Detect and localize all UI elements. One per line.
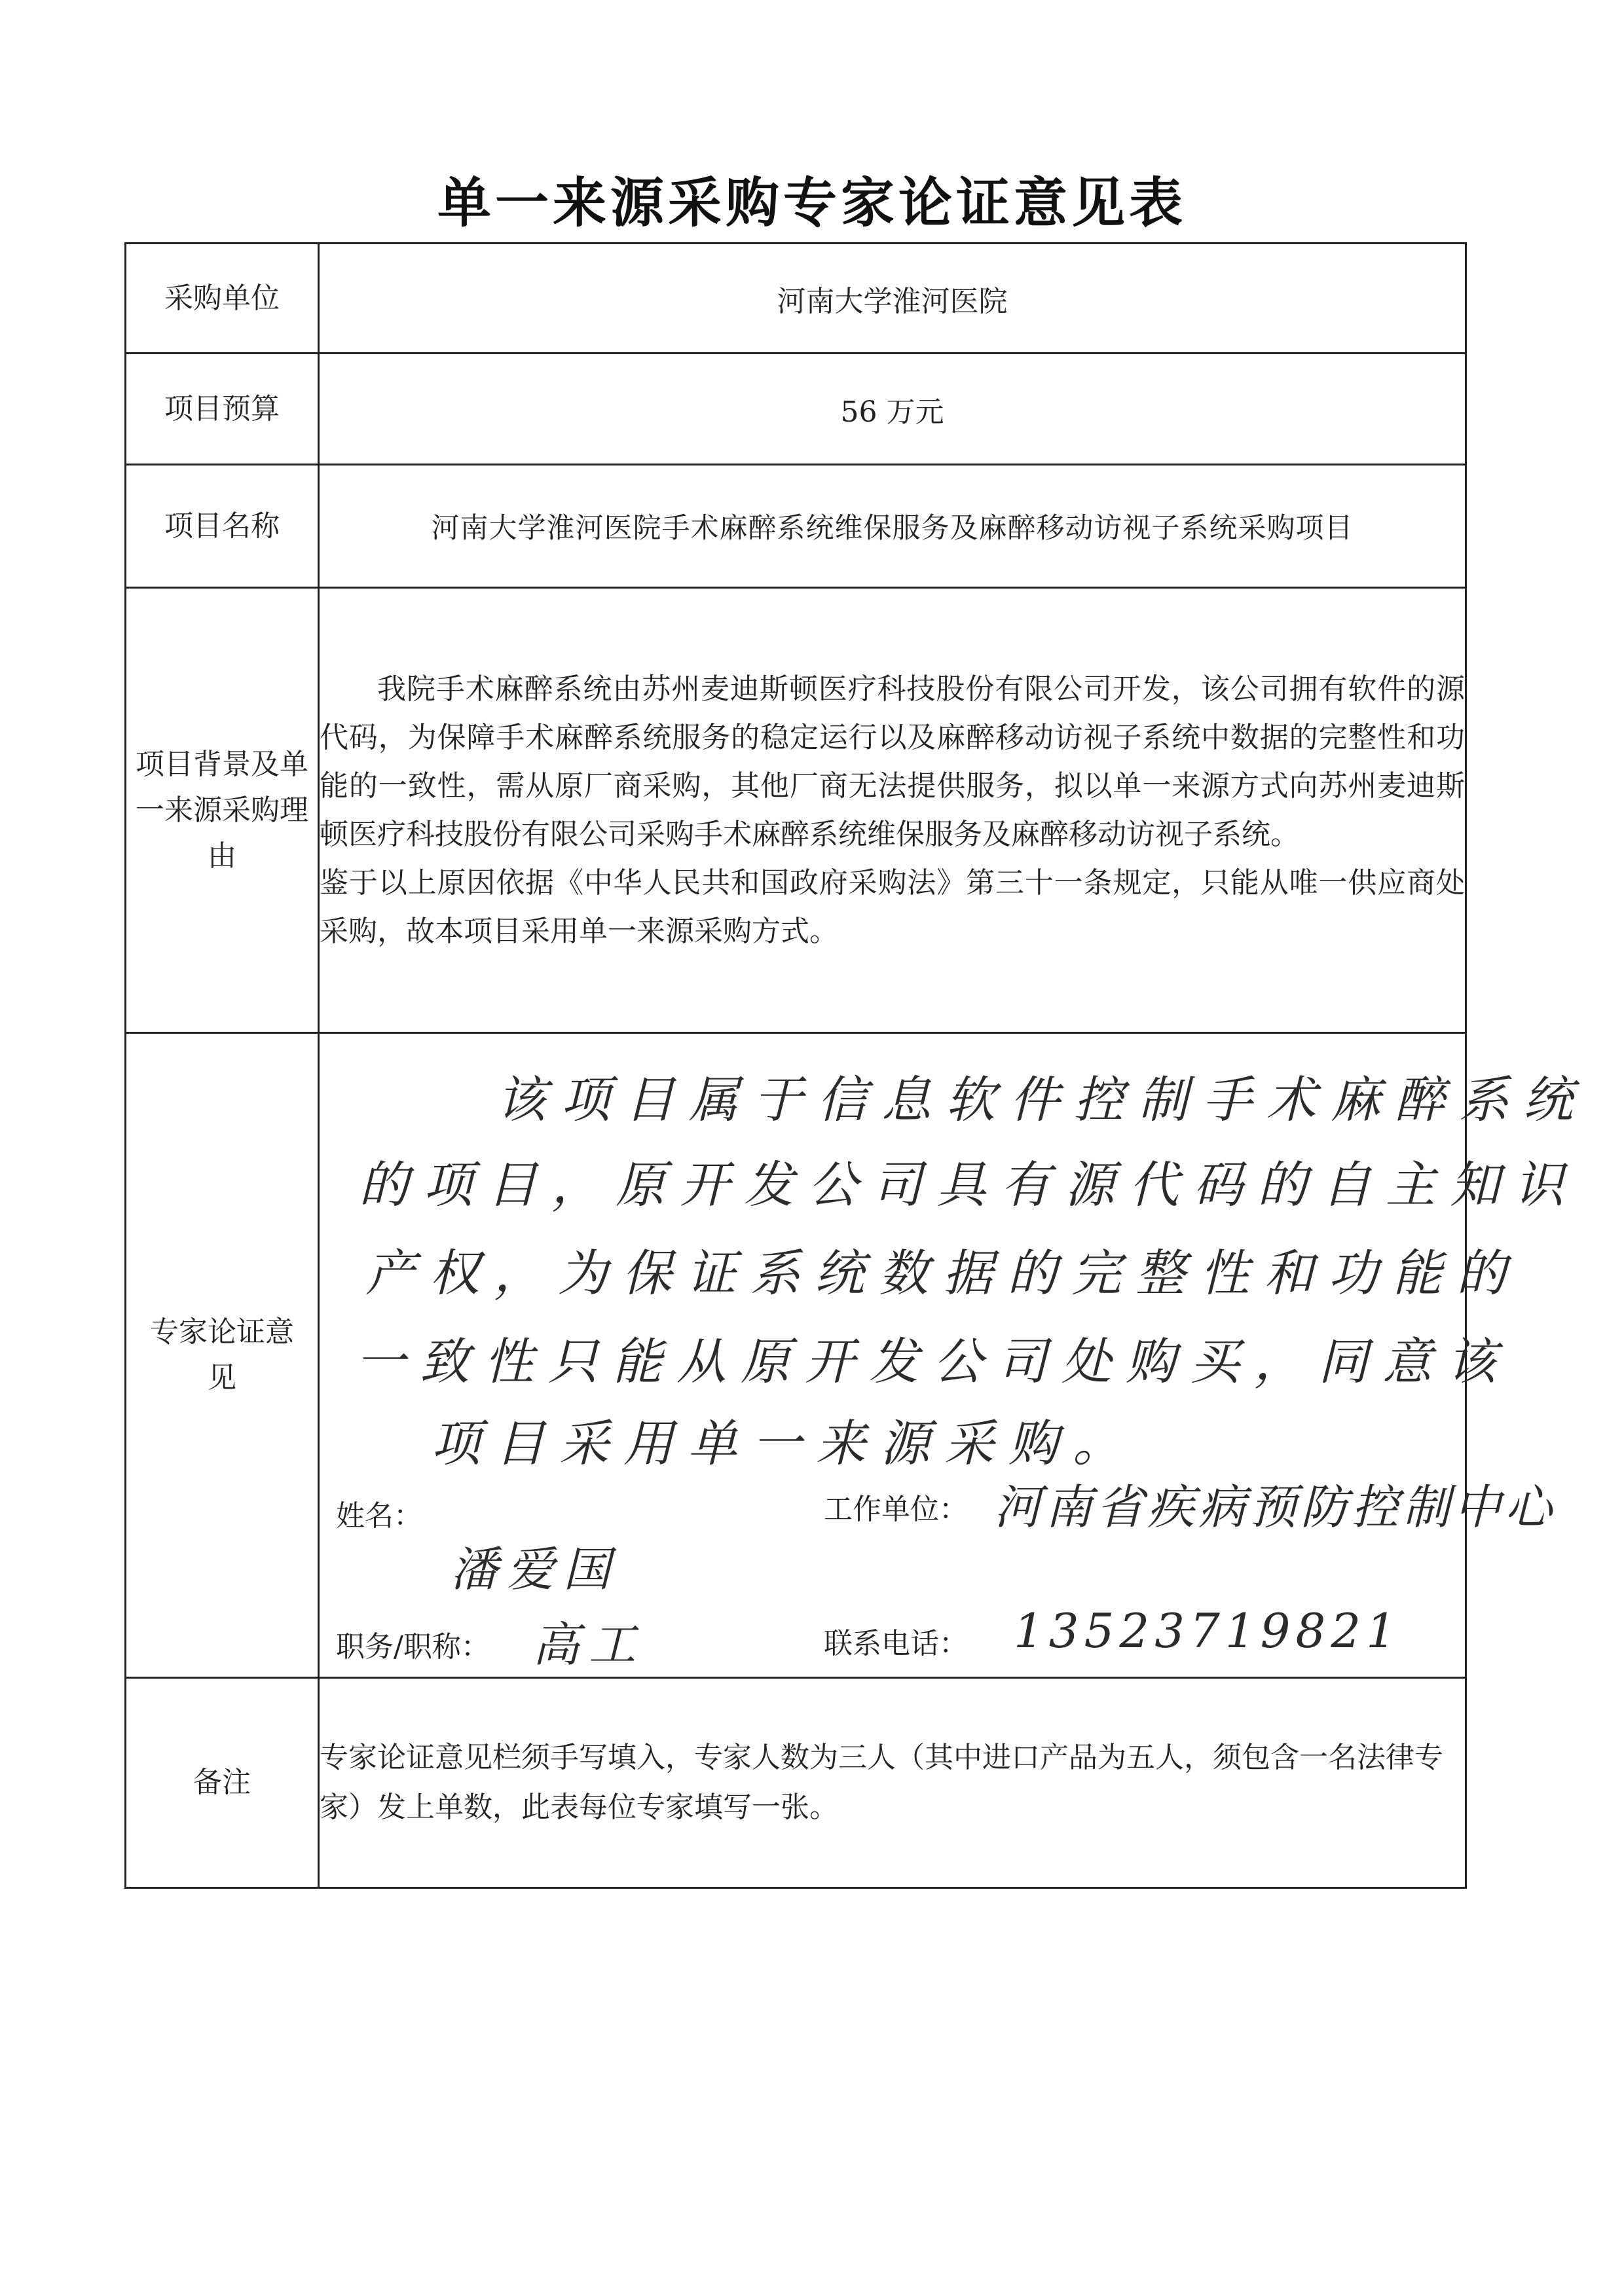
expert-opinion-table <box>124 242 1587 1889</box>
remark-value: 专家论证意见栏须手写填入，专家人数为三人（其中进口产品为五人，须包含一名法律专家）发上单数，此表每位专家填写一张。 <box>319 1678 1466 1888</box>
handwritten-opinion-line-4: 一致性只能从原开发公司处购买，同意该 <box>356 1332 1511 1391</box>
expert-title-handwritten: 高工 <box>532 1617 646 1672</box>
row-remark <box>126 1678 1466 1888</box>
handwritten-opinion-line-5: 项目采用单一来源采购。 <box>431 1414 1137 1472</box>
project-budget-label: 项目预算 <box>126 354 319 465</box>
expert-name-label: 姓名： <box>336 1499 422 1533</box>
remark-label: 备注 <box>126 1678 319 1888</box>
row-expert-opinion <box>126 1033 1466 1678</box>
expert-phone-label: 联系电话： <box>824 1627 968 1660</box>
row-project-budget <box>126 354 1466 465</box>
row-project-name <box>126 465 1466 588</box>
project-budget-value: 56 万元 <box>319 354 1466 465</box>
expert-work-unit-handwritten: 河南省疾病预防控制中心 <box>994 1480 1557 1535</box>
handwritten-opinion-line-2: 的项目，原开发公司具有源代码的自主知识 <box>359 1156 1578 1214</box>
expert-opinion-label: 专家论证意见 <box>126 1033 319 1678</box>
row-project-background <box>126 588 1466 1033</box>
project-name-label: 项目名称 <box>126 465 319 588</box>
handwritten-opinion-line-1: 该项目属于信息软件控制手术麻醉系统 <box>496 1070 1587 1129</box>
form-title: 单一来源采购专家论证意见表 <box>437 172 1187 234</box>
expert-opinion-content <box>319 1033 1587 1678</box>
purchasing-unit-value: 河南大学淮河医院 <box>319 244 1466 354</box>
expert-phone-handwritten: 13523719821 <box>1014 1603 1401 1658</box>
background-paragraph-1: 我院手术麻醉系统由苏州麦迪斯顿医疗科技股份有限公司开发，该公司拥有软件的源代码，为保障手术麻醉系统服务的稳定运行以及麻醉移动访视子系统中数据的完整性和功能的一致性，需从原厂商采购，其他厂商无法提供服务，拟以单一来源方式向苏州麦迪斯顿医疗科技股份有限公司采购手术麻醉系统维保服务及麻醉移动访视子系统。 <box>320 672 1465 851</box>
purchasing-unit-label: 采购单位 <box>126 244 319 354</box>
expert-title-label: 职务/职称： <box>336 1630 490 1664</box>
project-name-value: 河南大学淮河医院手术麻醉系统维保服务及麻醉移动访视子系统采购项目 <box>319 465 1466 588</box>
handwritten-opinion-line-3: 产权，为保证系统数据的完整性和功能的 <box>365 1244 1521 1302</box>
expert-work-unit-label: 工作单位： <box>824 1493 968 1526</box>
project-background-label: 项目背景及单一来源采购理由 <box>126 588 319 1033</box>
project-background-content <box>319 588 1466 1033</box>
background-paragraph-2: 鉴于以上原因依据《中华人民共和国政府采购法》第三十一条规定，只能从唯一供应商处采购，故本项目采用单一来源采购方式。 <box>320 866 1465 948</box>
row-purchasing-unit <box>126 244 1466 354</box>
expert-name-signature: 潘爱国 <box>451 1542 620 1597</box>
